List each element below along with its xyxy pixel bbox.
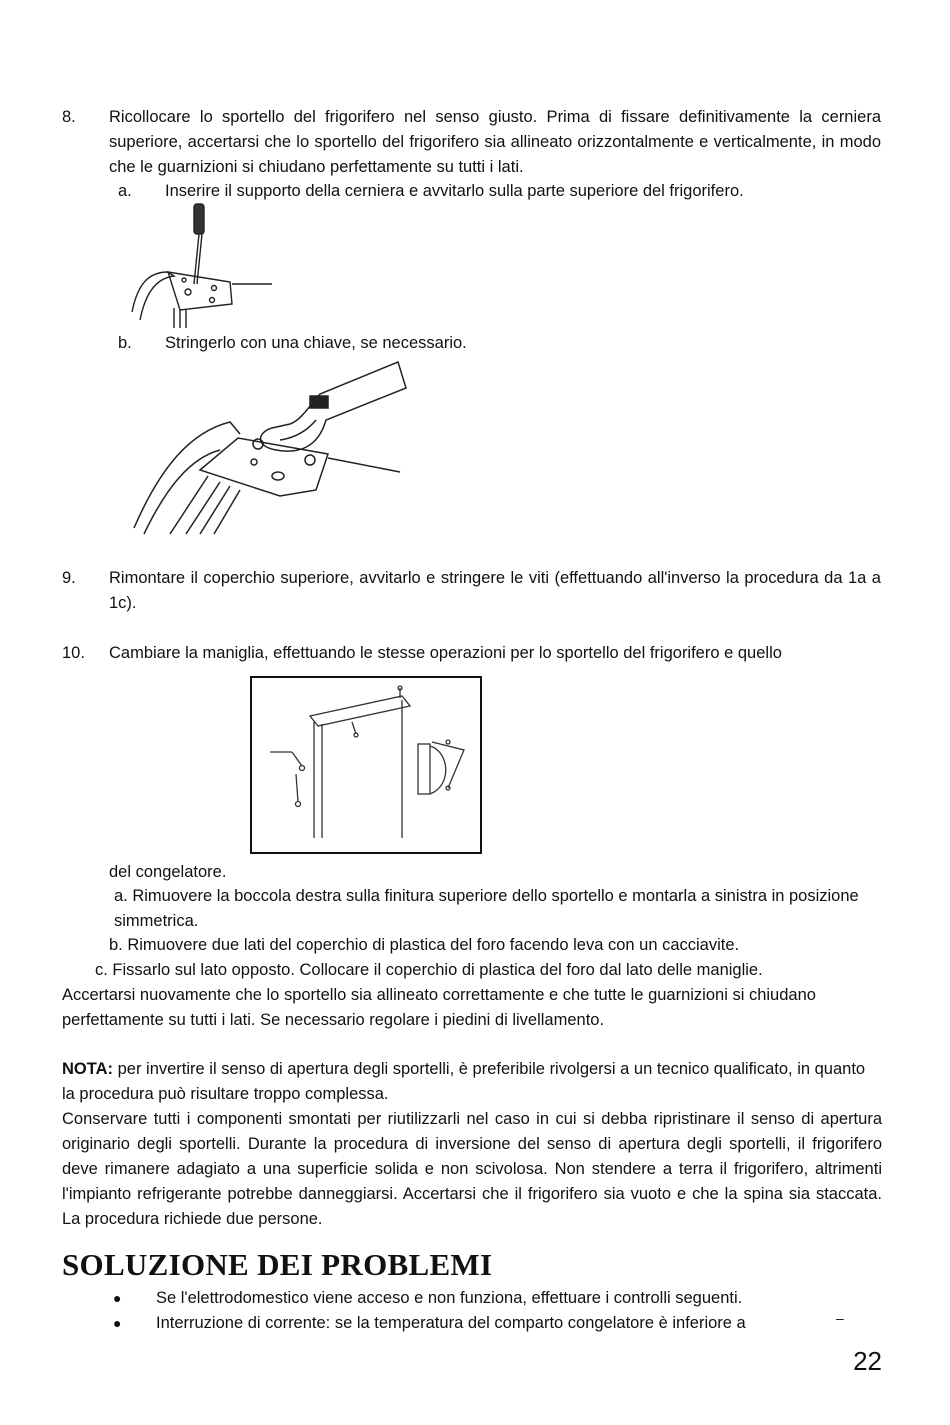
step-8a-text: Inserire il supporto della cerniera e avvitarlo sulla parte superiore del frigorifero. bbox=[165, 182, 744, 200]
bullet-marker: ● bbox=[113, 1315, 122, 1331]
step-9-number: 9. bbox=[62, 569, 76, 587]
after-steps-paragraph: Accertarsi nuovamente che lo sportello sia allineato correttamente e che tutte le guarnizioni si chiudano perfettamente su tutti i lati. Se necessario regolare i piedini di livellamento. bbox=[62, 986, 816, 1029]
hinge-wrench-figure bbox=[130, 358, 410, 536]
step-8b-text: Stringerlo con una chiave, se necessario. bbox=[165, 334, 467, 352]
step-10c-text: c. Fissarlo sul lato opposto. Collocare il coperchio di plastica del foro dal lato delle maniglie. bbox=[95, 961, 763, 979]
nota-paragraph bbox=[62, 1057, 882, 1107]
bullet-item-1: Se l'elettrodomestico viene acceso e non funziona, effettuare i controlli seguenti. bbox=[156, 1289, 743, 1307]
step-10-text: Cambiare la maniglia, effettuando le stesse operazioni per lo sportello del frigorifero e quello bbox=[109, 644, 782, 662]
step-8a-label: a. bbox=[118, 182, 132, 200]
step-10b-text: b. Rimuovere due lati del coperchio di plastica del foro facendo leva con un cacciavite. bbox=[109, 936, 740, 954]
hinge-screwdriver-figure bbox=[128, 202, 273, 330]
conserve-paragraph: Conservare tutti i componenti smontati per riutilizzarli nel caso in cui si debba ripristinare il senso di apertura originario degli sportelli. Durante la procedura di inversione del senso di apertura degli sportelli, il frigorifero deve rimanere adagiato a una superficie solida e non scivolosa. Non stendere a terra il frigorifero, altrimenti l'impianto refrigerante potrebbe danneggiarsi. Accertarsi che il frigorifero sia vuoto e che la spina sia staccata. La procedura richiede due persone. bbox=[62, 1110, 882, 1228]
step-10-number: 10. bbox=[62, 644, 85, 662]
step-9-text: Rimontare il coperchio superiore, avvitarlo e stringere le viti (effettuando all'inverso la procedura da 1a a 1c). bbox=[109, 569, 881, 612]
nota-label: NOTA: bbox=[62, 1060, 114, 1078]
trailing-dash: – bbox=[836, 1310, 844, 1326]
bullet-marker: ● bbox=[113, 1290, 122, 1306]
bullet-item-2: Interruzione di corrente: se la temperatura del comparto congelatore è inferiore a bbox=[156, 1314, 746, 1332]
step-8-number: 8. bbox=[62, 108, 76, 126]
step-10-continuation: del congelatore. bbox=[109, 863, 227, 881]
step-8-text: Ricollocare lo sportello del frigorifero nel senso giusto. Prima di fissare definitivamente la cerniera superiore, accertarsi che lo sportello del frigorifero sia allineato orizzontalmente e verticalmente, in modo che le guarnizioni si chiudano perfettamente su tutti i lati. bbox=[109, 108, 881, 176]
step-10a-text: a. Rimuovere la boccola destra sulla finitura superiore dello sportello e montarla a sinistra in posizione simmetrica. bbox=[114, 887, 859, 930]
section-title: SOLUZIONE DEI PROBLEMI bbox=[62, 1247, 493, 1282]
page-number: 22 bbox=[853, 1346, 882, 1376]
nota-text: per invertire il senso di apertura degli sportelli, è preferibile rivolgersi a un tecnico qualificato, in quanto la procedura può risultare troppo complessa. bbox=[62, 1060, 866, 1103]
handle-figure bbox=[250, 676, 482, 854]
step-8b-label: b. bbox=[118, 334, 132, 352]
